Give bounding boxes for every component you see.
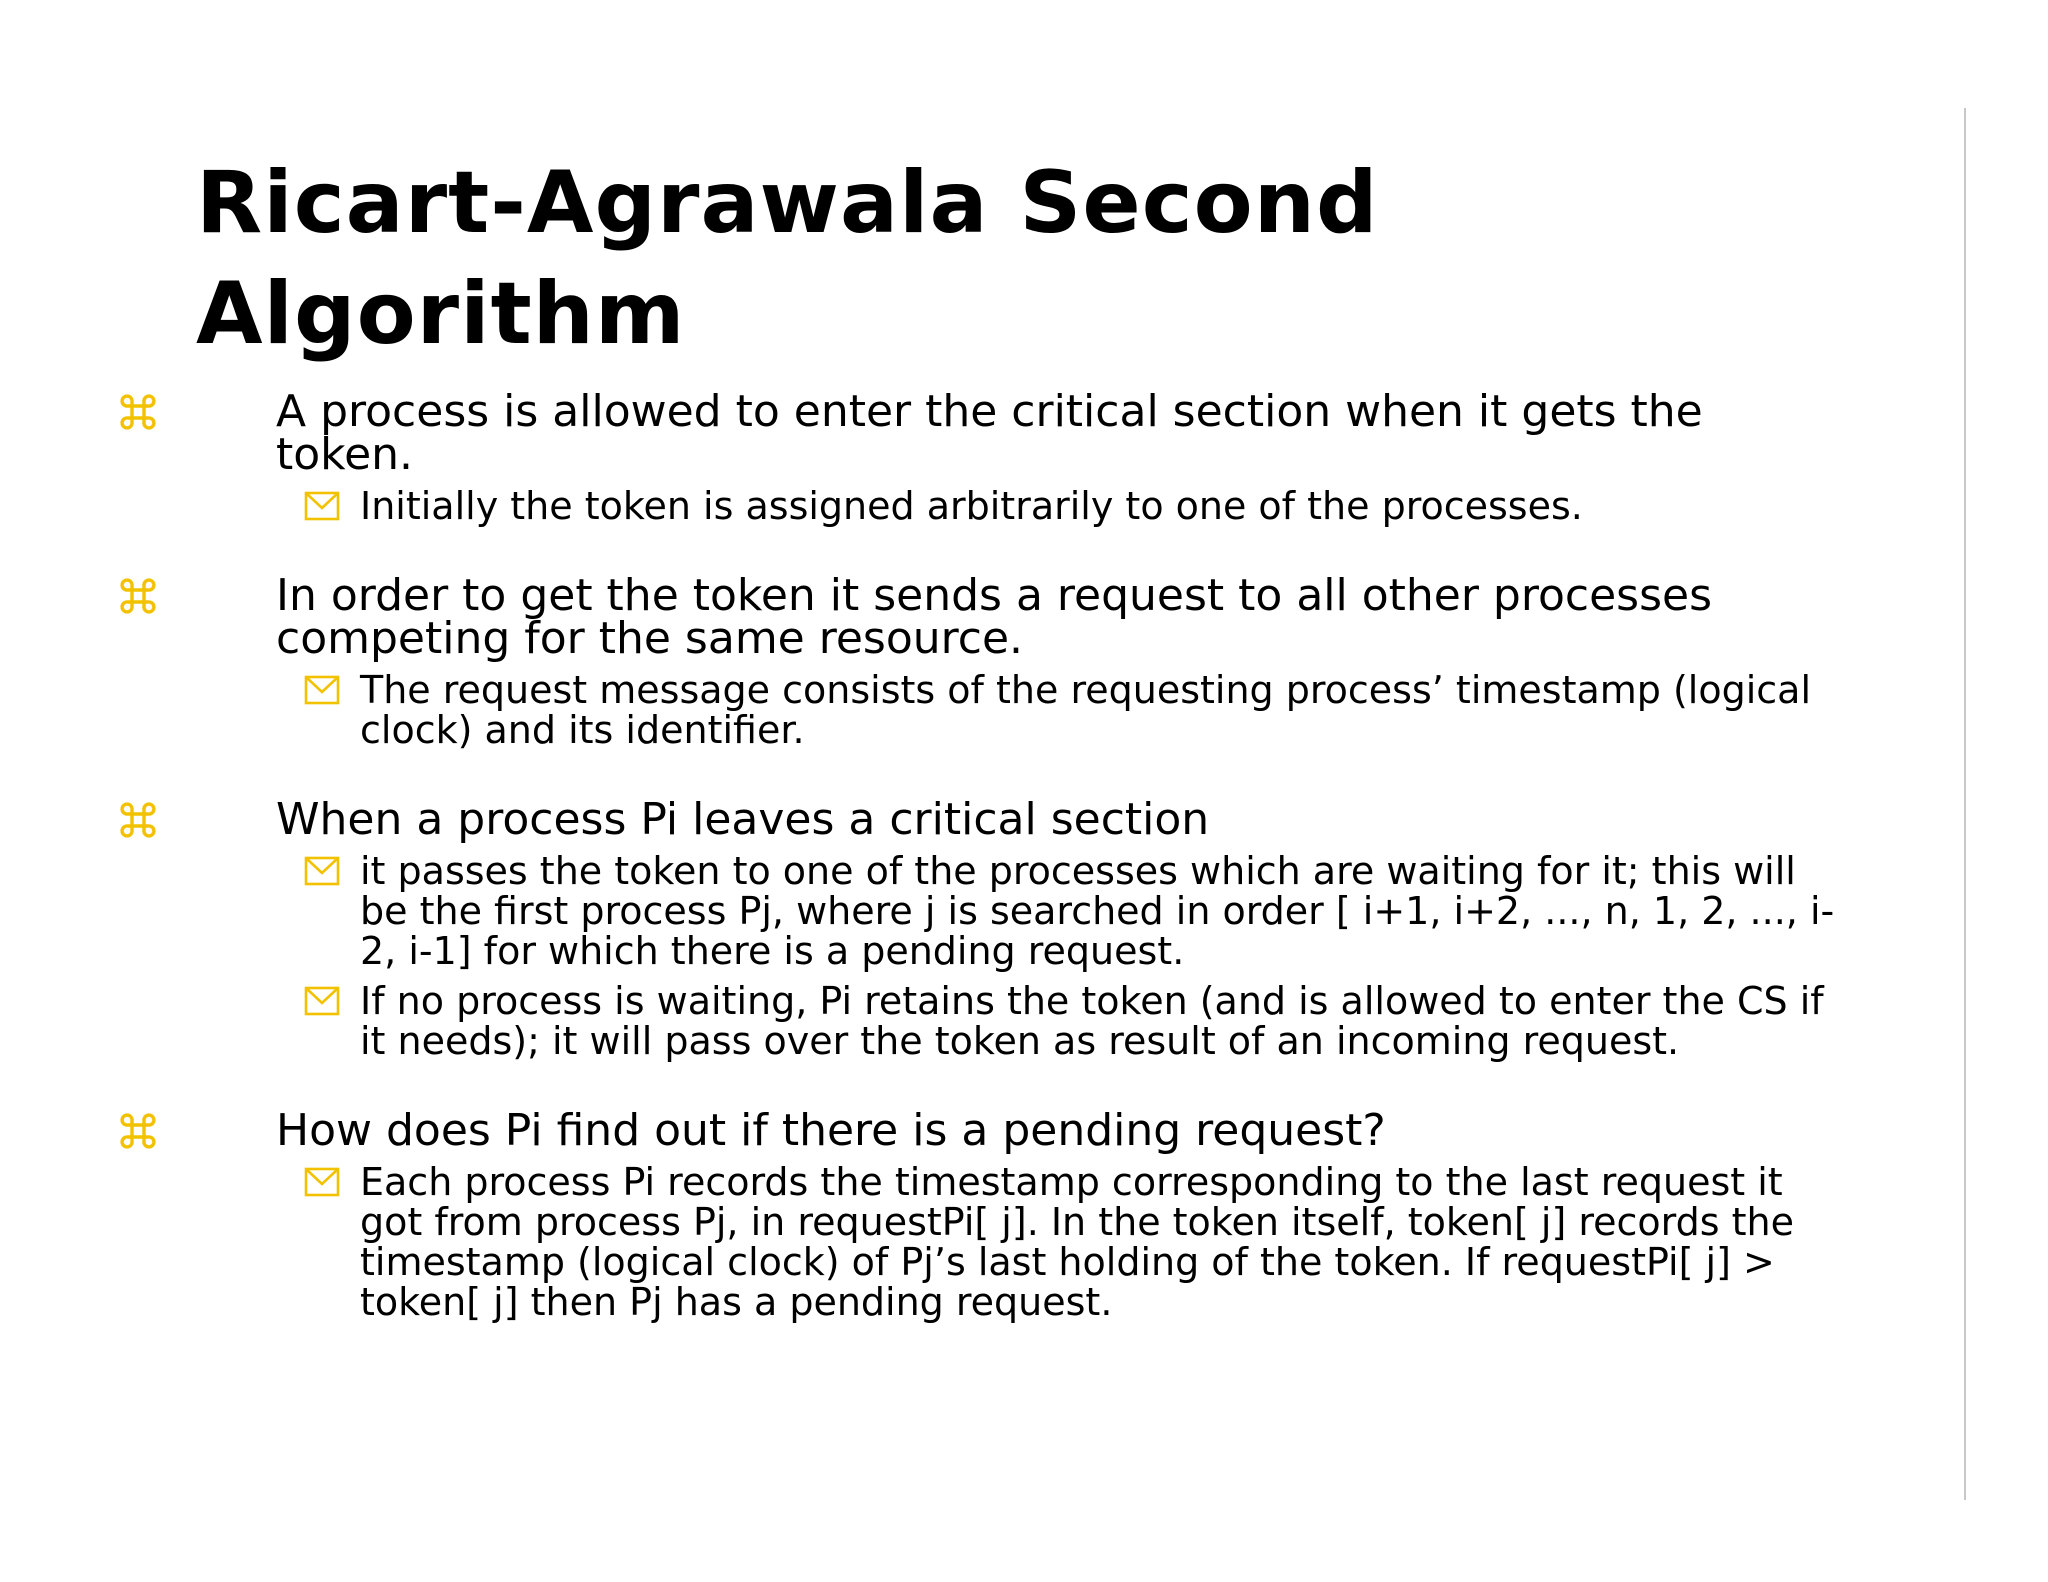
bullet-item (196, 570, 1836, 752)
bullet-item (196, 794, 1836, 1063)
envelope-icon (304, 856, 340, 886)
command-key-icon (116, 392, 160, 432)
envelope-icon (304, 675, 340, 705)
bullet-text: In order to get the token it sends a request to all other processes competing for the same resource. (276, 570, 1712, 664)
command-key-icon (116, 1111, 160, 1151)
sub-bullet-list (276, 851, 1836, 1061)
command-key-icon (116, 800, 160, 840)
bullet-text: When a process Pi leaves a critical section (276, 794, 1210, 845)
sub-bullet-item (360, 1162, 1836, 1322)
sub-bullet-text: Initially the token is assigned arbitrarily to one of the processes. (360, 484, 1583, 528)
envelope-icon (304, 986, 340, 1016)
bullet-list (196, 386, 1836, 1332)
bullet-text: A process is allowed to enter the critical section when it gets the token. (276, 386, 1703, 480)
command-key-icon (116, 576, 160, 616)
envelope-icon (304, 491, 340, 521)
envelope-icon (304, 1167, 340, 1197)
sub-bullet-text: Each process Pi records the timestamp corresponding to the last request it got from process Pj, in requestPi[ j]. In the token itself, token[ j] records the timestamp (logical clock) of Pj’s last holding of the token. If requestPi[ j] > token[ j] then Pj has a pending request. (360, 1160, 1794, 1324)
sub-bullet-item (360, 981, 1836, 1061)
sub-bullet-text: it passes the token to one of the processes which are waiting for it; this will be the first process Pj, where j is searched in order [ i+1, i+2, ..., n, 1, 2, ..., i-2, i-1] for which there is a pending request. (360, 849, 1835, 973)
sub-bullet-item (360, 670, 1836, 750)
sub-bullet-list (276, 1162, 1836, 1322)
sub-bullet-text: The request message consists of the requesting process’ timestamp (logical clock) and its identifier. (360, 668, 1812, 752)
bullet-item (196, 1105, 1836, 1324)
sub-bullet-list (276, 486, 1836, 526)
bullet-text: How does Pi find out if there is a pending request? (276, 1105, 1386, 1156)
right-divider (1964, 108, 1966, 1500)
sub-bullet-item (360, 851, 1836, 971)
slide-title: Ricart-Agrawala Second Algorithm (196, 153, 1379, 364)
sub-bullet-item (360, 486, 1836, 526)
bullet-item (196, 386, 1836, 528)
sub-bullet-list (276, 670, 1836, 750)
sub-bullet-text: If no process is waiting, Pi retains the token (and is allowed to enter the CS if it needs); it will pass over the token as result of an incoming request. (360, 979, 1824, 1063)
